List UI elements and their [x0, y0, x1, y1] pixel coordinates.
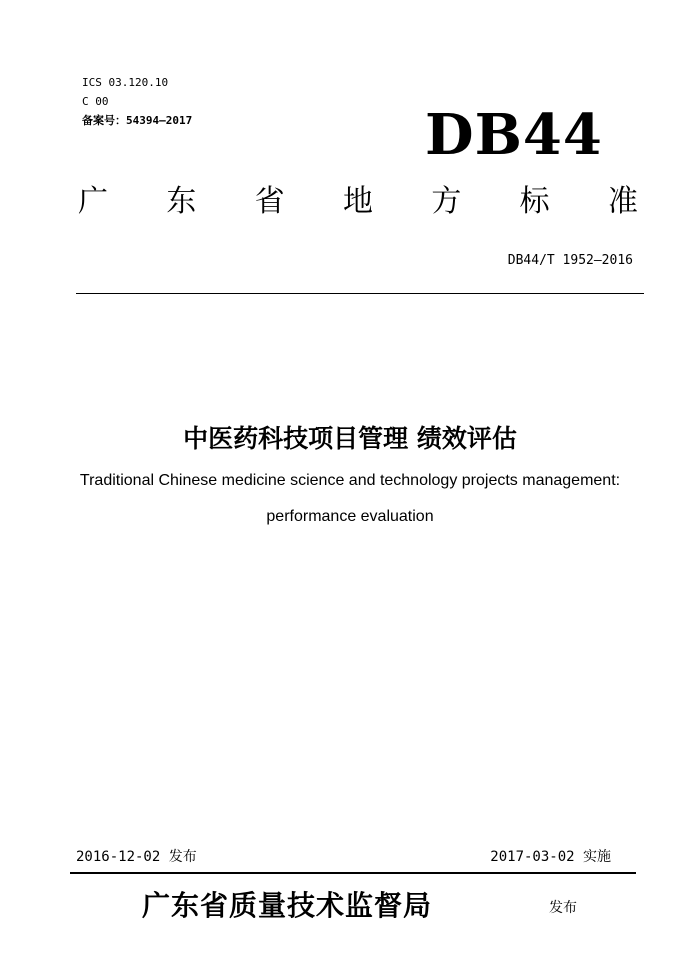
publish-label: 发布 — [549, 900, 577, 916]
issue-date: 2016-12-02 发布 — [76, 849, 197, 865]
implementation-date: 2017-03-02 实施 — [490, 849, 611, 865]
standard-logo: DB44 — [425, 102, 603, 168]
standard-kind-char: 标 — [519, 184, 550, 219]
standard-kind-char: 省 — [254, 184, 285, 219]
footer-divider — [70, 872, 636, 874]
standard-kind-char: 广 — [78, 184, 108, 219]
classification-code: C 00 — [82, 95, 109, 108]
header-divider — [76, 293, 644, 294]
standard-kind-char: 方 — [431, 184, 462, 219]
standard-kind-char: 准 — [607, 184, 638, 219]
standard-kind-char: 地 — [342, 184, 373, 219]
filing-number: 备案号：54394—2017 — [82, 114, 193, 127]
title-english-line1: Traditional Chinese medicine science and technology projects management: — [79, 472, 621, 489]
standard-kind — [78, 183, 638, 221]
title-english-line2: performance evaluation — [266, 508, 434, 525]
issuing-authority: 广东省质量技术监督局 — [142, 889, 433, 922]
standard-kind-char: 东 — [166, 184, 197, 219]
standard-number: DB44/T 1952—2016 — [507, 253, 633, 268]
title-chinese: 中医药科技项目管理 绩效评估 — [183, 424, 517, 453]
ics-code: ICS 03.120.10 — [82, 76, 169, 89]
